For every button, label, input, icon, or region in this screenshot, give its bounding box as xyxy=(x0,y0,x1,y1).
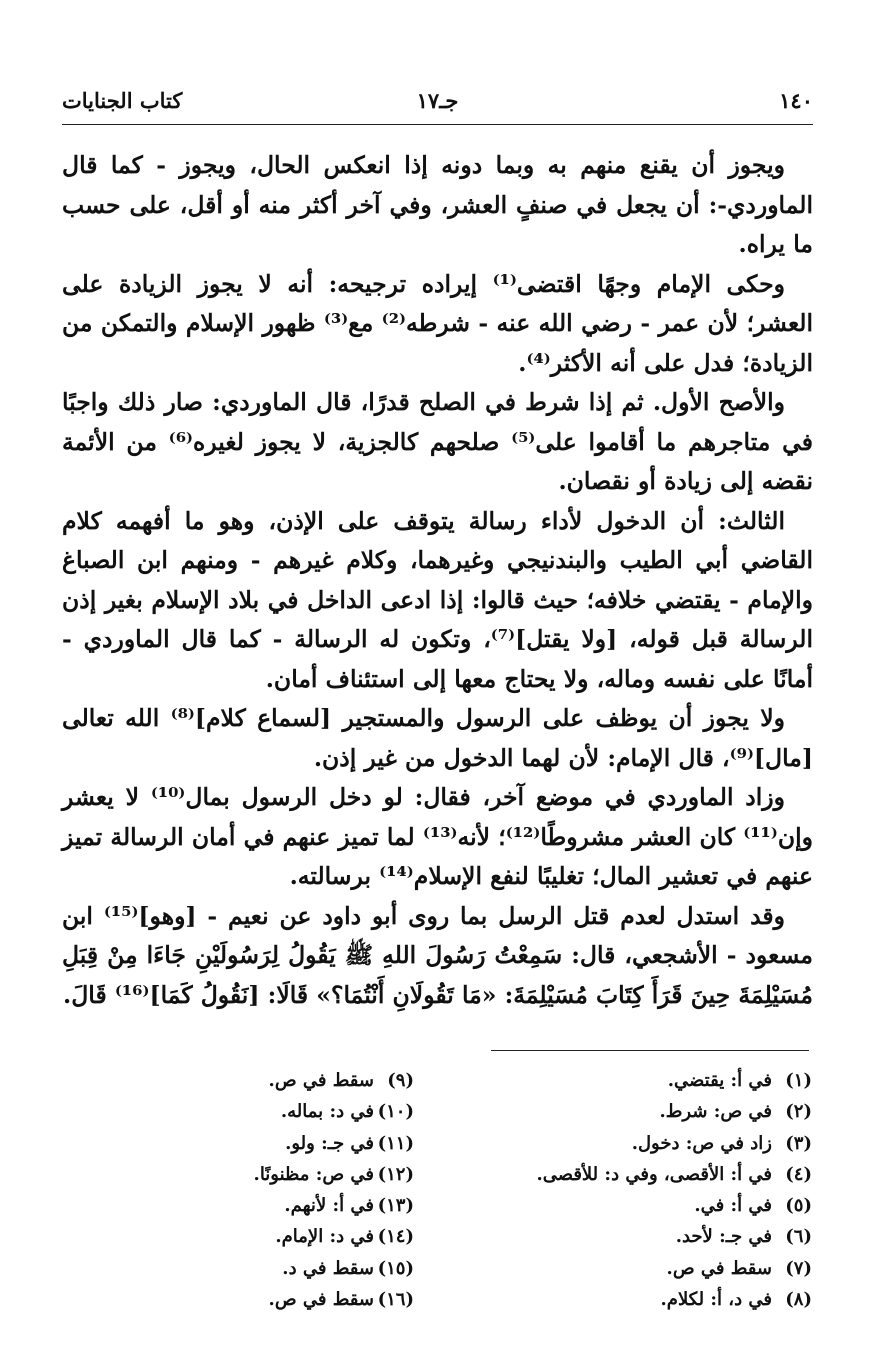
paragraph: وحكى الإمام وجهًا اقتضى⁽¹⁾ إيراده ترجيحه: أنه لا يجوز الزيادة على العشر؛ لأن عمر - رضي الله عنه - شرطه⁽²⁾ مع⁽³⁾ ظهور الإسلام والتمكن من الزيادة؛ فدل على أنه الأكثر⁽⁴⁾. xyxy=(62,269,813,377)
footnote-text: سقط في ص. xyxy=(666,1257,772,1279)
paragraph: والأصح الأول. ثم إذا شرط في الصلح قدرًا، قال الماوردي: صار ذلك واجبًا في متاجرهم ما أقاموا على⁽⁵⁾ صلحهم كالجزية، لا يجوز لغيره⁽⁶⁾ من الأئمة نقضه إلى زيادة أو نقصان. xyxy=(62,388,813,495)
footnote-item xyxy=(114,1284,414,1315)
paragraph: وقد استدل لعدم قتل الرسل بما روى أبو داود عن نعيم - [وهو]⁽¹⁵⁾ ابن مسعود - الأشجعي، قال: سَمِعْتُ رَسُولَ اللهِ ﷺ يَقُولُ لِرَسُولَيْنِ جَاءَا مِنْ قِبَلِ مُسَيْلِمَةَ حِينَ قَرَأَ كِتَابَ مُسَيْلِمَةَ: «مَا تَقُولَانِ أَنْتُمَا؟» قَالَا: [نَقُولُ كَمَا]⁽¹⁶⁾ قَالَ. xyxy=(62,901,813,1009)
paragraph: ويجوز أن يقنع منهم به وبما دونه إذا انعكس الحال، ويجوز - كما قال الماوردي-: أن يجعل في صنفٍ العشر، وفي آخر أكثر منه أو أقل، على حسب ما يراه. xyxy=(62,151,813,258)
footnote-number: (٤) xyxy=(785,1163,812,1185)
footnote-number: (٣) xyxy=(785,1132,812,1154)
footnote-item xyxy=(512,1128,812,1159)
footnote-number: (٦) xyxy=(785,1226,812,1248)
footnote-text: سقط في ص. xyxy=(268,1289,374,1311)
footnote-number: (١٣) xyxy=(377,1195,414,1217)
footnote-text: في د: الإمام. xyxy=(275,1226,374,1248)
footnote-number: (٥) xyxy=(785,1195,812,1217)
footnote-number: (١) xyxy=(785,1070,812,1091)
footnote-text: في ص: شرط. xyxy=(659,1101,772,1123)
book-title: كتاب الجنايات xyxy=(62,88,183,113)
footnote-rule xyxy=(491,1050,809,1051)
footnote-item xyxy=(512,1190,812,1221)
footnote-text: في جـ: ولو. xyxy=(285,1132,374,1154)
footnote-item xyxy=(512,1065,812,1096)
footnote-text: في د: بماله. xyxy=(280,1101,374,1123)
volume-label: جـ١٧ xyxy=(416,88,459,113)
footnote-text: في أ: في. xyxy=(694,1195,772,1217)
footnote-item xyxy=(512,1159,812,1190)
footnote-item xyxy=(512,1221,812,1252)
footnote-number: (١٦) xyxy=(377,1289,414,1311)
footnote-number: (١٠) xyxy=(377,1101,414,1123)
main-text xyxy=(62,146,813,1015)
footnote-item xyxy=(512,1096,812,1127)
footnote-number: (٨) xyxy=(785,1289,812,1311)
footnote-item xyxy=(512,1284,812,1315)
footnote-item xyxy=(114,1253,414,1284)
footnote-number: (١١) xyxy=(377,1132,414,1154)
footnote-text: في أ: الأقصى، وفي د: للأقصى. xyxy=(536,1163,772,1185)
footnote-number: (١٢) xyxy=(377,1163,414,1185)
footnote-text: سقط في ص. xyxy=(268,1070,374,1091)
footnote-text: سقط في د. xyxy=(282,1257,374,1279)
footnote-text: في أ: يقتضي. xyxy=(667,1070,772,1091)
footnote-text: في د، أ: لكلام. xyxy=(660,1289,772,1311)
footnote-item xyxy=(114,1065,414,1096)
footnote-number: (٧) xyxy=(785,1257,812,1279)
footnote-item xyxy=(114,1128,414,1159)
paragraph: الثالث: أن الدخول لأداء رسالة يتوقف على الإذن، وهو ما أفهمه كلام القاضي أبي الطيب والبندنيجي وغيرهما، وكلام غيرهم - ومنهم ابن الصباغ والإمام - يقتضي خلافه؛ حيث قالوا: إذا ادعى الداخل في بلاد الإسلام بغير إذن الرسالة قبل قوله، [ولا يقتل]⁽⁷⁾، وتكون له الرسالة - كما قال الماوردي - أمانًا على نفسه وماله، ولا يحتاج معها إلى استئناف أمان. xyxy=(62,506,813,693)
paragraph: ولا يجوز أن يوظف على الرسول والمستجير [لسماع كلام]⁽⁸⁾ الله تعالى [مال]⁽⁹⁾، قال الإمام: لأن لهما الدخول من غير إذن. xyxy=(62,704,813,772)
footnote-text: زاد في ص: دخول. xyxy=(631,1132,772,1154)
paragraph: وزاد الماوردي في موضع آخر، فقال: لو دخل الرسول بمال⁽¹⁰⁾ لا يعشر وإن⁽¹¹⁾ كان العشر مشروطًا⁽¹²⁾؛ لأنه⁽¹³⁾ لما تميز عنهم في أمان الرسالة تميز عنهم في تعشير المال؛ تغليبًا لنفع الإسلام⁽¹⁴⁾ برسالته. xyxy=(62,783,813,890)
footnote-number: (٩) xyxy=(387,1070,414,1091)
footnote-item xyxy=(114,1190,414,1221)
footnote-item xyxy=(114,1221,414,1252)
page-header xyxy=(62,82,813,122)
footnotes-column-left xyxy=(114,1065,414,1315)
footnotes-column-right xyxy=(512,1065,812,1315)
footnote-item xyxy=(114,1159,414,1190)
footnote-item xyxy=(114,1096,414,1127)
page-number: ١٤٠ xyxy=(779,88,813,113)
footnote-item xyxy=(512,1253,812,1284)
footnote-text: في ص: مظنونًا. xyxy=(253,1163,374,1185)
footnotes xyxy=(230,1065,812,1315)
footnote-number: (١٥) xyxy=(377,1257,414,1279)
header-rule xyxy=(62,124,813,125)
footnote-number: (١٤) xyxy=(377,1226,414,1248)
footnote-text: في جـ: لأحد. xyxy=(675,1226,772,1248)
footnote-number: (٢) xyxy=(785,1101,812,1123)
footnote-text: في أ: لأنهم. xyxy=(284,1195,374,1217)
